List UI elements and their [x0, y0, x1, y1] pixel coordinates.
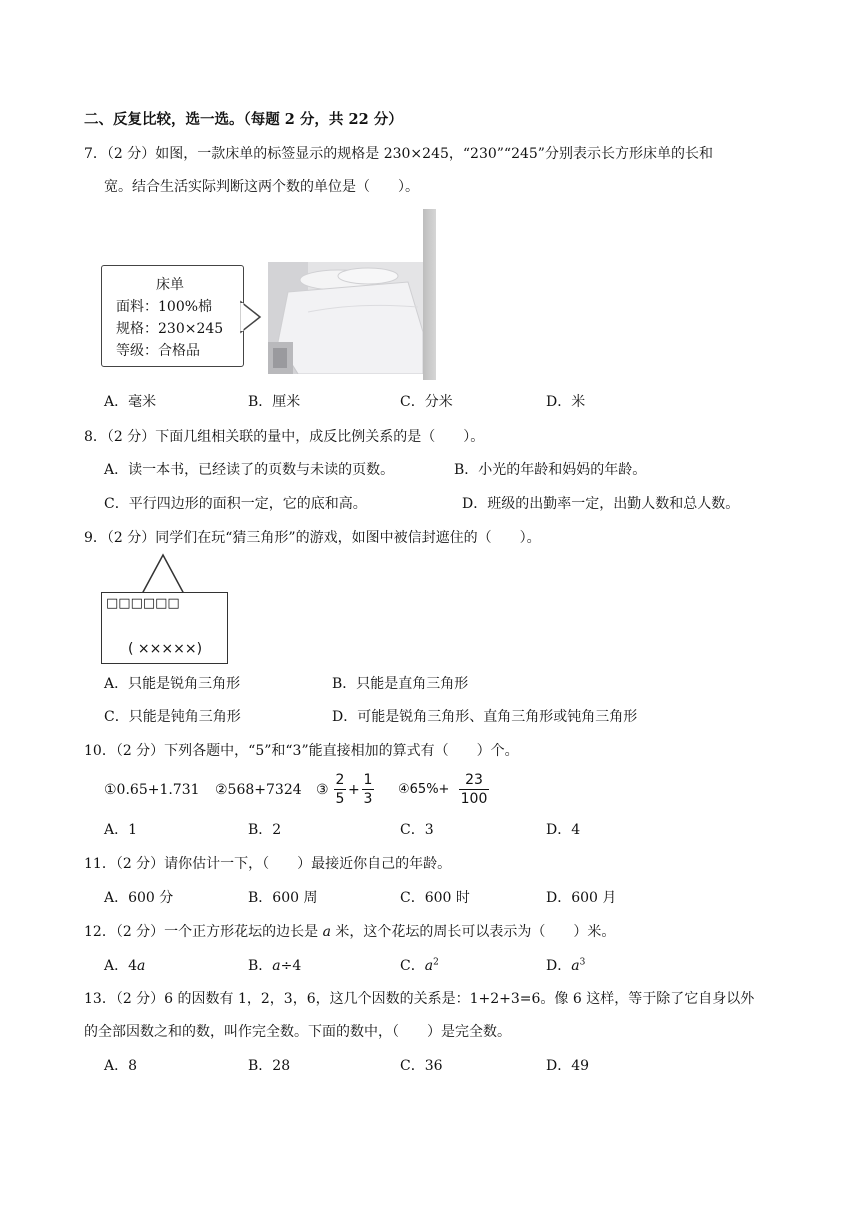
- q10-stem: 10．（2 分）下列各题中，“5”和“3”能直接相加的算式有（ ）个。: [84, 743, 519, 759]
- q12-b-var: a: [272, 958, 281, 974]
- q13-stem-line2: 的全部因数之和的数，叫作完全数。下面的数中，（ ）是完全数。: [84, 1024, 511, 1040]
- q12-stem-var: a: [322, 924, 331, 940]
- q11-option-a: A．600 分: [104, 890, 174, 906]
- q11-option-d: D．600 月: [546, 890, 617, 906]
- q12-d-var: a: [571, 958, 580, 974]
- q13-option-b: B．28: [248, 1058, 291, 1074]
- fraction4-numerator: 23: [465, 772, 483, 788]
- envelope-bottom-text: ( ×××××): [128, 641, 203, 657]
- q12-d-exp: 3: [579, 957, 586, 968]
- q12-a-var: a: [137, 958, 146, 974]
- q10-expr3-prefix: ③: [316, 782, 329, 798]
- q8-option-b: B．小光的年龄和妈妈的年龄。: [454, 462, 647, 478]
- q13-option-c: C．36: [400, 1058, 443, 1074]
- photo-frame-edge: [423, 209, 436, 380]
- q8-stem: 8．（2 分）下面几组相关联的量中，成反比例关系的是（ ）。: [84, 429, 485, 445]
- q11-option-c: C．600 时: [400, 890, 470, 906]
- q7-option-a: A．毫米: [104, 394, 157, 410]
- q12-stem-b: 米，这个花坛的周长可以表示为（ ）米。: [330, 924, 616, 940]
- q13-option-d: D．49: [546, 1058, 590, 1074]
- q10-expr4-prefix: ④65%+: [398, 782, 450, 797]
- q10-expr1: ①0.65+1.731: [104, 782, 200, 798]
- label-grade: 等级：合格品: [116, 343, 200, 359]
- fraction2-numerator: 1: [363, 772, 373, 788]
- q12-d-prefix: D．: [546, 958, 572, 974]
- q10-expr4-fraction: [459, 772, 489, 807]
- q8-option-a: A．读一本书，已经读了的页数与未读的页数。: [104, 462, 395, 478]
- label-title: 床单: [156, 277, 184, 293]
- envelope-top-text: □□□□□□: [106, 596, 180, 611]
- q12-stem: [84, 924, 615, 941]
- q12-a-prefix: A．4: [104, 958, 138, 974]
- q12-b-post: ÷4: [280, 958, 302, 974]
- q11-option-b: B．600 周: [248, 890, 318, 906]
- q13-stem-line1: 13．（2 分）6 的因数有 1，2，3，6，这几个因数的关系是：1+2+3=6。像 6 这样，等于除了它自身以外: [84, 991, 755, 1007]
- label-pointer-icon: [240, 300, 262, 334]
- q12-option-b: [248, 958, 301, 975]
- q12-b-prefix: B．: [248, 958, 273, 974]
- label-size: 规格：230×245: [116, 321, 224, 337]
- q12-option-c: [400, 958, 439, 975]
- fraction1-denominator: 5: [335, 791, 345, 807]
- q10-expr3-fraction1: [334, 772, 346, 807]
- label-fabric: 面料：100%棉: [116, 299, 213, 315]
- q12-option-d: [546, 958, 585, 975]
- q7-option-c: C．分米: [400, 394, 453, 410]
- q10-option-a: A．1: [104, 822, 138, 838]
- q10-option-c: C．3: [400, 822, 434, 838]
- bed-photo: [268, 262, 423, 374]
- fraction2-denominator: 3: [363, 791, 373, 807]
- q12-c-var: a: [424, 958, 434, 974]
- q12-stem-a: 12．（2 分）一个正方形花坛的边长是: [84, 924, 323, 940]
- q7-option-d: D．米: [546, 394, 586, 410]
- q10-option-b: B．2: [248, 822, 282, 838]
- q8-option-d: D．班级的出勤率一定，出勤人数和总人数。: [462, 496, 740, 512]
- q7-stem-line1: 7．（2 分）如图，一款床单的标签显示的规格是 230×245，“230”“245”分别表示长方形床单的长和: [84, 146, 713, 162]
- q9-option-b: B．只能是直角三角形: [332, 676, 469, 692]
- q10-expr3-plus: +: [348, 782, 360, 798]
- q9-option-a: A．只能是锐角三角形: [104, 676, 241, 692]
- q13-option-a: A．8: [104, 1058, 138, 1074]
- fraction4-denominator: 100: [460, 791, 488, 807]
- section-title: 二、反复比较，选一选。（每题 2 分，共 22 分）: [84, 111, 403, 128]
- q10-expr3-fraction2: [362, 772, 374, 807]
- q12-c-exp: 2: [433, 957, 439, 968]
- q12-c-prefix: C．: [400, 958, 425, 974]
- bedsheet-label-box: [101, 265, 244, 367]
- envelope: [101, 592, 228, 664]
- q10-option-d: D．4: [546, 822, 581, 838]
- q10-expr2: ②568+7324: [215, 782, 302, 798]
- q11-stem: 11．（2 分）请你估计一下，（ ）最接近你自己的年龄。: [84, 856, 452, 872]
- triangle-peak-icon: [140, 553, 186, 595]
- q7-option-b: B．厘米: [248, 394, 301, 410]
- q8-option-c: C．平行四边形的面积一定，它的底和高。: [104, 496, 367, 512]
- q9-option-d: D．可能是锐角三角形、直角三角形或钝角三角形: [332, 709, 638, 725]
- q12-option-a: [104, 958, 145, 975]
- q9-option-c: C．只能是钝角三角形: [104, 709, 241, 725]
- q7-stem-line2: 宽。结合生活实际判断这两个数的单位是（ ）。: [104, 179, 419, 195]
- q9-stem: 9．（2 分）同学们在玩“猜三角形”的游戏，如图中被信封遮住的（ ）。: [84, 530, 541, 546]
- fraction1-numerator: 2: [335, 772, 345, 788]
